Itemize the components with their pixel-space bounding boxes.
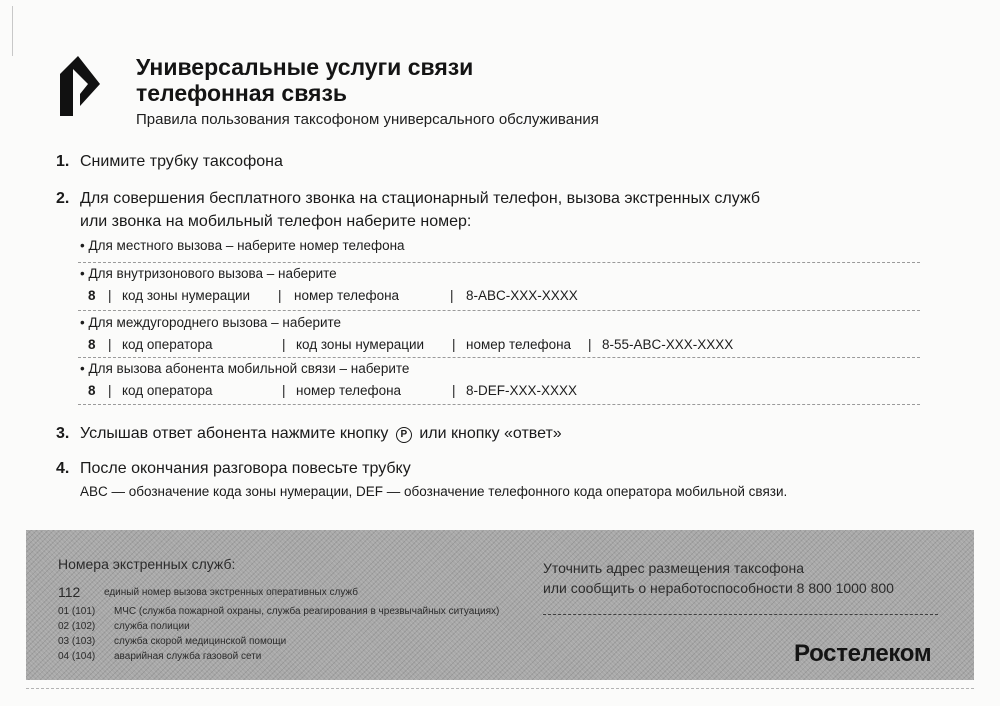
phone-label: номер телефона xyxy=(294,288,400,303)
service-name: МЧС (служба пожарной охраны, служба реагирования в чрезвычайных ситуациях) xyxy=(114,606,500,617)
divider xyxy=(78,310,920,311)
step-number: 2. xyxy=(56,190,70,207)
operator-code-label: код оператора xyxy=(122,383,213,398)
step-text-before: Услышав ответ абонента нажмите кнопку xyxy=(80,425,389,442)
option-title: • Для внутризонового вызова – наберите xyxy=(80,266,337,281)
service-code: 02 (102) xyxy=(58,621,96,632)
number-format: 8-55-ABC-XXX-XXXX xyxy=(602,337,734,352)
separator: | xyxy=(588,337,592,352)
brand-name: Ростелеком xyxy=(794,640,932,667)
option-title: • Для междугороднего вызова – наберите xyxy=(80,315,342,330)
prefix-digit: 8 xyxy=(88,337,96,352)
phone-button-icon: P xyxy=(396,427,412,443)
zone-code-label: код зоны нумерации xyxy=(296,337,425,352)
abbreviation-note: ABC — обозначение кода зоны нумерации, DEF — обозначение телефонного кода оператора мобильной связи. xyxy=(80,484,788,499)
number-format: 8-ABC-XXX-XXXX xyxy=(466,288,578,303)
service-code: 04 (104) xyxy=(58,651,96,662)
operator-code-label: код оператора xyxy=(122,337,213,352)
step-text: После окончания разговора повесьте трубку xyxy=(80,460,411,477)
separator: | xyxy=(282,337,286,352)
info-line-2: или сообщить о неработоспособности 8 800 1000 800 xyxy=(543,580,894,596)
service-name: служба скорой медицинской помощи xyxy=(114,636,287,647)
rostelecom-logo-icon xyxy=(58,54,102,118)
code-label: код зоны нумерации xyxy=(122,288,251,303)
emergency-service-row xyxy=(58,636,286,647)
dial-sequence xyxy=(88,383,918,401)
page-subtitle: Правила пользования таксофоном универсального обслуживания xyxy=(136,111,599,128)
prefix-digit: 8 xyxy=(88,383,96,398)
separator: | xyxy=(452,383,456,398)
option-title: • Для местного вызова – наберите номер телефона xyxy=(80,238,405,253)
title-line-2: телефонная связь xyxy=(136,80,348,106)
separator: | xyxy=(450,288,454,303)
divider xyxy=(78,357,920,358)
separator: | xyxy=(108,288,112,303)
emergency-title: Номера экстренных служб: xyxy=(58,556,236,572)
info-line-1: Уточнить адрес размещения таксофона xyxy=(543,560,804,576)
step-text: Снимите трубку таксофона xyxy=(80,153,283,170)
service-code: 01 (101) xyxy=(58,606,96,617)
step-text xyxy=(80,422,562,445)
separator: | xyxy=(282,383,286,398)
phone-label: номер телефона xyxy=(296,383,402,398)
step-number: 3. xyxy=(56,425,70,442)
separator: | xyxy=(108,383,112,398)
step-text-line-1: Для совершения бесплатного звонка на стационарный телефон, вызова экстренных служб xyxy=(80,190,760,207)
service-name: служба полиции xyxy=(114,621,190,632)
scan-bottom-line xyxy=(26,688,974,689)
divider xyxy=(543,614,938,615)
step-number: 1. xyxy=(56,153,70,170)
emergency-service-row xyxy=(58,651,261,662)
title-line-1: Универсальные услуги связи xyxy=(136,54,474,80)
service-name: аварийная служба газовой сети xyxy=(114,651,262,662)
number-format: 8-DEF-XXX-XXXX xyxy=(466,383,578,398)
separator: | xyxy=(108,337,112,352)
divider xyxy=(78,262,920,263)
dial-sequence xyxy=(88,337,918,355)
divider xyxy=(78,404,920,405)
step-text-line-2: или звонка на мобильный телефон наберите номер: xyxy=(80,213,472,230)
service-code: 03 (103) xyxy=(58,636,96,647)
prefix-digit: 8 xyxy=(88,288,96,303)
phone-label: номер телефона xyxy=(466,337,572,352)
emergency-service-row xyxy=(58,606,499,617)
step-text-after: или кнопку «ответ» xyxy=(419,425,562,442)
separator: | xyxy=(278,288,282,303)
emergency-main-number: 112 xyxy=(58,584,81,600)
separator: | xyxy=(452,337,456,352)
dial-sequence xyxy=(88,288,918,306)
page-title xyxy=(136,54,473,106)
emergency-main-desc: единый номер вызова экстренных оперативных служб xyxy=(104,587,358,598)
option-title: • Для вызова абонента мобильной связи – наберите xyxy=(80,361,410,376)
payphone-info xyxy=(543,558,894,598)
emergency-service-row xyxy=(58,621,190,632)
scan-margin-line xyxy=(12,6,13,56)
footer-panel xyxy=(26,530,974,680)
step-number: 4. xyxy=(56,460,70,477)
